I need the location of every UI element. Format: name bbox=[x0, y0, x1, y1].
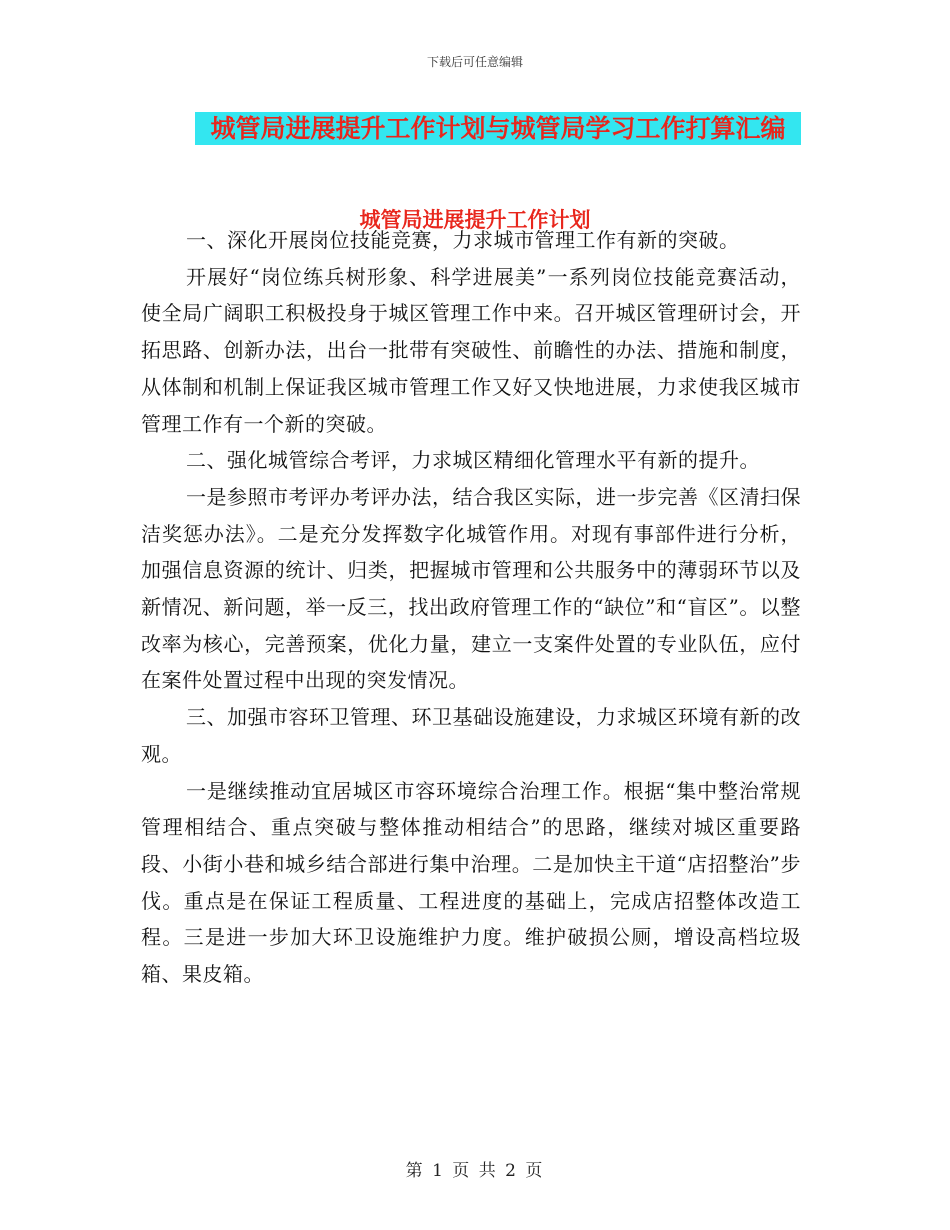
section-title: 城管局进展提升工作计划 bbox=[359, 207, 591, 232]
paragraph-heading-3: 三、加强市容环卫管理、环卫基础设施建设，力求城区环境有新的改观。 bbox=[141, 705, 801, 766]
page-footer: 第 1 页 共 2 页 bbox=[405, 1161, 545, 1181]
paragraph-2: 一是参照市考评办考评办法，结合我区实际，进一步完善《区清扫保洁奖惩办法》。二是充分发挥数字化城管作用。对现有事部件进行分析，加强信息资源的统计、归类，把握城市管理和公共服务中的薄弱环节以及新情况、新问题，举一反三，找出政府管理工作的“缺位”和“盲区”。以整改率为核心，完善预案，优化力量，建立一支案件处置的专业队伍，应付在案件处置过程中出现的突发情况。 bbox=[141, 484, 801, 693]
document-body bbox=[141, 222, 801, 993]
page-header: 下载后可任意编辑 bbox=[426, 55, 523, 69]
paragraph-heading-2: 二、强化城管综合考评，力求城区精细化管理水平有新的提升。 bbox=[186, 448, 760, 473]
paragraph-1: 开展好“岗位练兵树形象、科学进展美”一系列岗位技能竞赛活动，使全局广阔职工积极投身于城区管理工作中来。召开城区管理研讨会，开拓思路、创新办法，出台一批带有突破性、前瞻性的办法、措施和制度，从体制和机制上保证我区城市管理工作又好又快地进展，力求使我区城市管理工作有一个新的突破。 bbox=[141, 264, 801, 436]
document-title: 城管局进展提升工作计划与城管局学习工作打算汇编 bbox=[195, 112, 801, 145]
paragraph-3: 一是继续推动宜居城区市容环境综合治理工作。根据“集中整治常规管理相结合、重点突破与整体推动相结合”的思路，继续对城区重要路段、小街小巷和城乡结合部进行集中治理。二是加快主干道“店招整治”步伐。重点是在保证工程质量、工程进度的基础上，完成店招整体改造工程。三是进一步加大环卫设施维护力度。维护破损公厕，增设高档垃圾箱、果皮箱。 bbox=[141, 778, 801, 987]
paragraph-heading-1: 一、深化开展岗位技能竞赛，力求城市管理工作有新的突破。 bbox=[186, 228, 740, 252]
